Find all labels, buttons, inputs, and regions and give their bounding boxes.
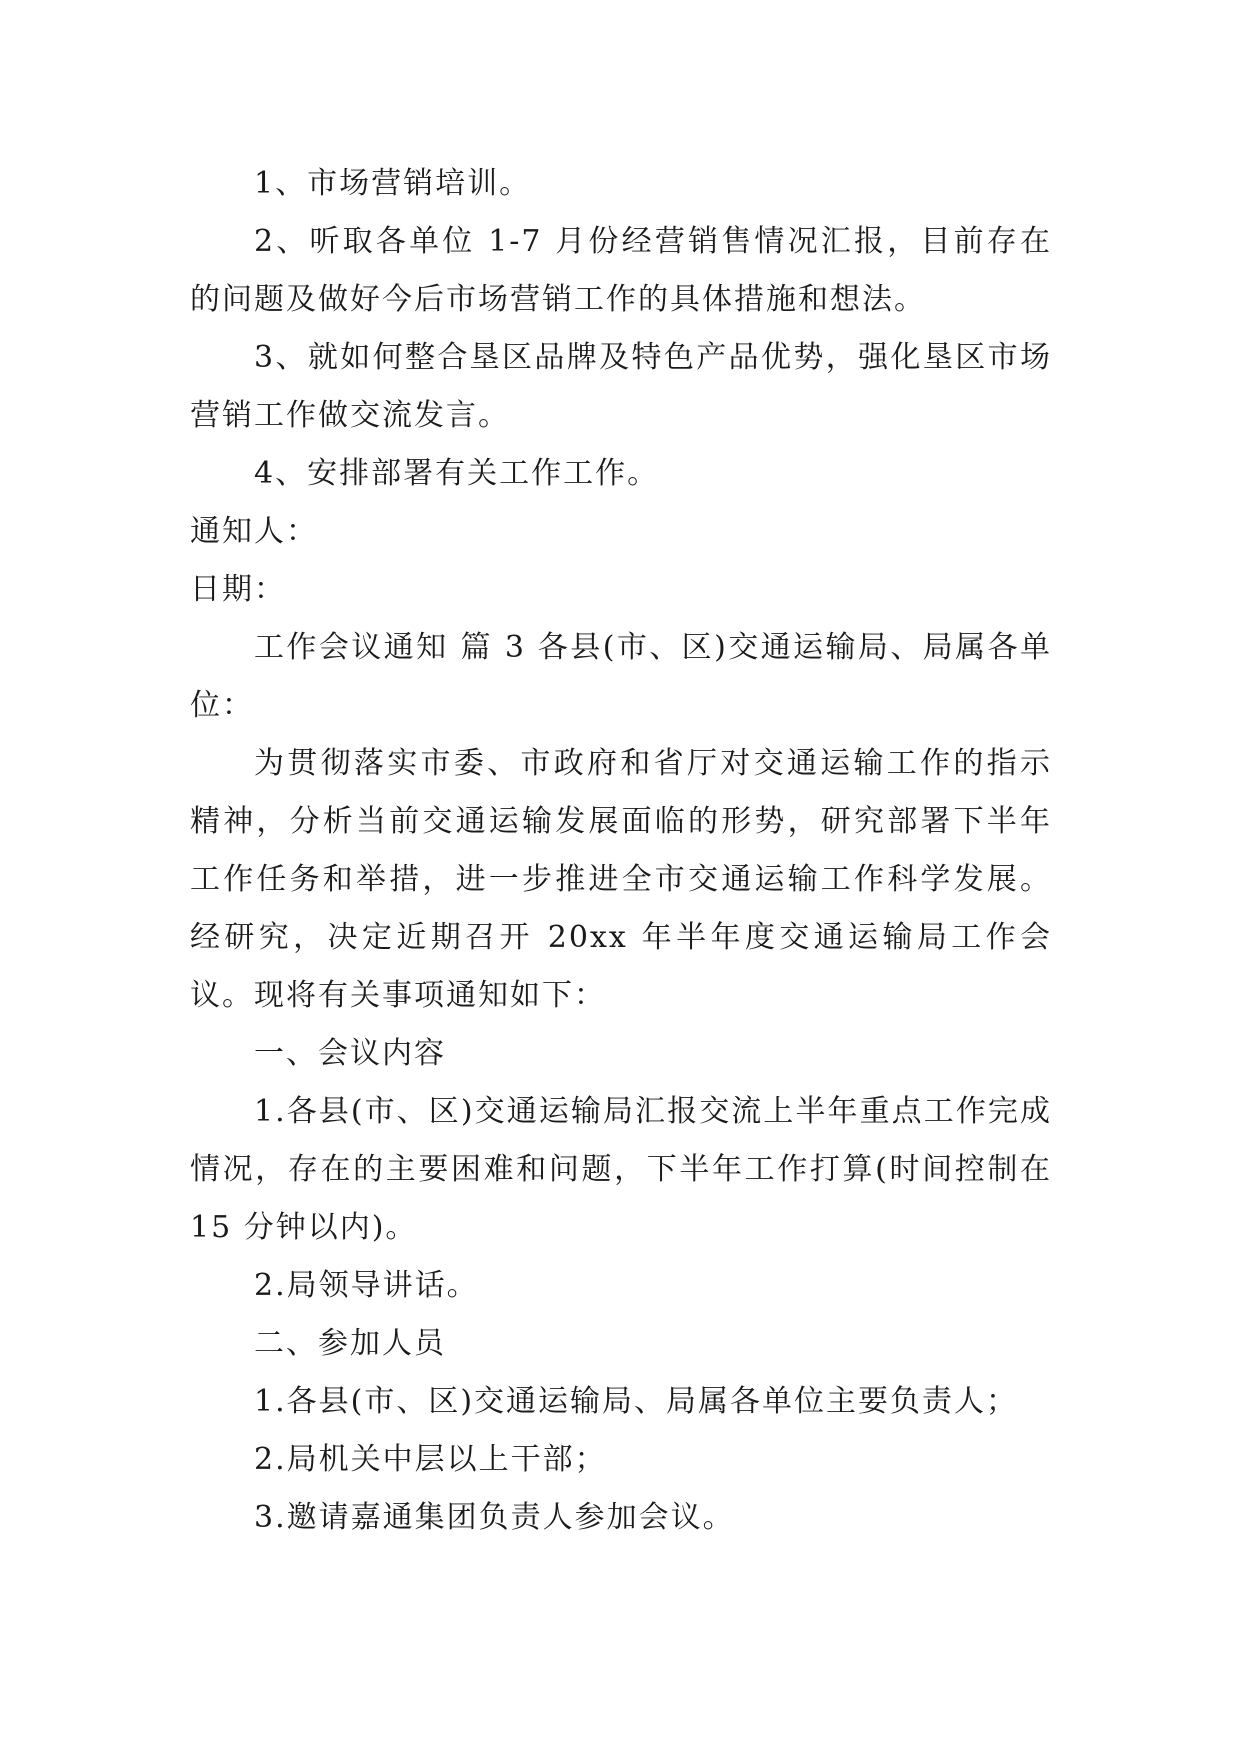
paragraph-item-1: 1、市场营销培训。 [254,166,532,201]
section-heading-meeting-content: 一、会议内容 [254,1036,446,1071]
notice-heading: 工作会议通知 篇 3 各县(市、区)交通运输局、局属各单位： [190,630,1052,723]
paragraph-item-2: 2、听取各单位 1-7 月份经营销售情况汇报，目前存在的问题及做好今后市场营销工作的具体措施和想法。 [190,224,1052,317]
paragraph-item-4: 4、安排部署有关工作工作。 [254,456,660,491]
document-body [190,155,1052,1547]
meeting-content-item-2: 2.局领导讲话。 [254,1268,479,1303]
date-label: 日期： [190,572,286,607]
paragraph-item-3: 3、就如何整合垦区品牌及特色产品优势，强化垦区市场营销工作做交流发言。 [190,340,1052,433]
notifier-label: 通知人： [190,514,318,549]
attendee-item-2: 2.局机关中层以上干部； [254,1442,607,1477]
section-heading-attendees: 二、参加人员 [254,1326,446,1361]
notice-intro-paragraph: 为贯彻落实市委、市政府和省厅对交通运输工作的指示精神，分析当前交通运输发展面临的形势，研究部署下半年工作任务和举措，进一步推进全市交通运输工作科学发展。经研究，决定近期召开 20xx 年半年度交通运输局工作会议。现将有关事项通知如下： [190,746,1052,1013]
meeting-content-item-1: 1.各县(市、区)交通运输局汇报交流上半年重点工作完成情况，存在的主要困难和问题，下半年工作打算(时间控制在 15 分钟以内)。 [190,1094,1052,1245]
attendee-item-3: 3.邀请嘉通集团负责人参加会议。 [254,1500,735,1535]
attendee-item-1: 1.各县(市、区)交通运输局、局属各单位主要负责人； [254,1384,1019,1419]
